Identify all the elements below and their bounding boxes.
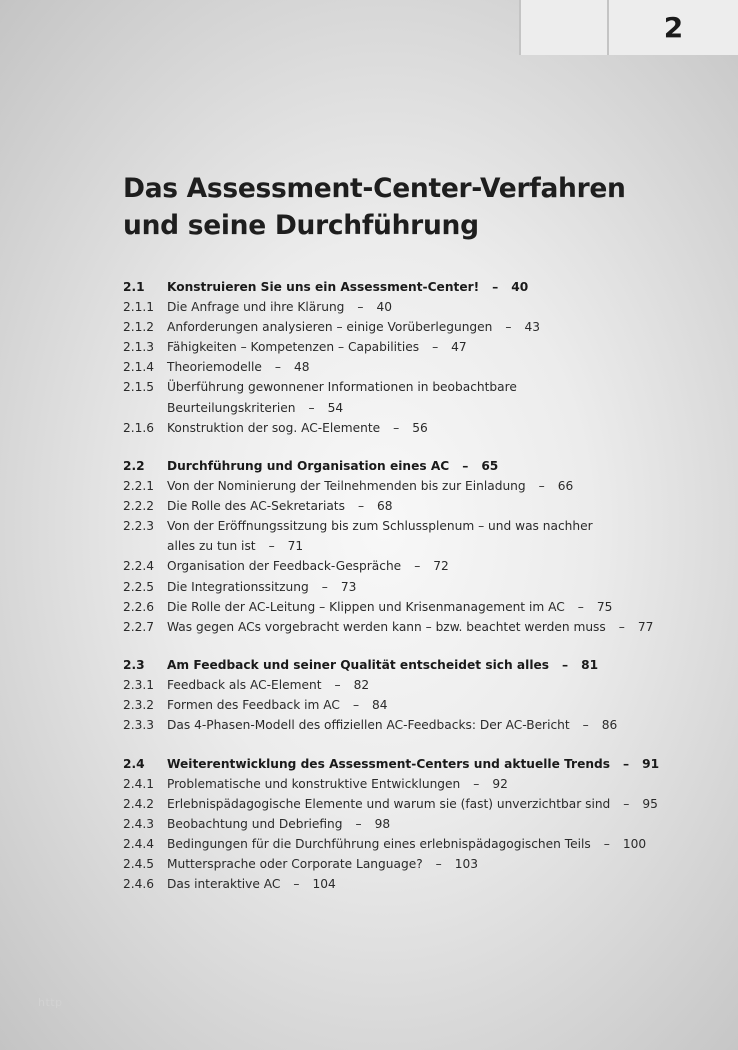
entry-title: Von der Eröffnungssitzung bis zum Schlussplenum – und was nachher xyxy=(167,519,593,534)
section-number: 2.4 xyxy=(123,756,145,771)
entry-page: – 104 xyxy=(293,874,335,894)
toc-entry[interactable] xyxy=(123,814,723,834)
entry-page: – 66 xyxy=(539,476,574,496)
entry-page: – 71 xyxy=(269,536,304,556)
entry-number: 2.4.6 xyxy=(123,877,155,892)
entry-title: Die Rolle des AC-Sekretariats xyxy=(167,499,345,514)
toc-section-2.2 xyxy=(123,456,723,637)
section-number: 2.2 xyxy=(123,458,145,473)
toc-section-2.1 xyxy=(123,277,723,438)
chapter-title-line-1: Das Assessment-Center-Verfahren xyxy=(123,173,626,204)
toc-entry[interactable] xyxy=(123,617,723,637)
watermark: http xyxy=(38,996,63,1009)
entry-title: Überführung gewonnener Informationen in beobachtbare xyxy=(167,380,517,395)
chapter-tabs xyxy=(519,0,738,55)
entry-page: – 68 xyxy=(358,496,393,516)
entry-title: Konstruktion der sog. AC-Elemente xyxy=(167,420,381,435)
entry-page: – 72 xyxy=(414,556,449,576)
chapter-title-line-2: und seine Durchführung xyxy=(123,210,479,241)
entry-page: – 77 xyxy=(619,617,654,637)
entry-title: Was gegen ACs vorgebracht werden kann – bzw. beachtet werden muss xyxy=(167,619,606,634)
entry-title: Muttersprache oder Corporate Language? xyxy=(167,857,423,871)
toc-entry[interactable] xyxy=(123,297,723,317)
toc-entry[interactable] xyxy=(123,377,723,417)
entry-page: – 98 xyxy=(356,814,391,834)
entry-page: – 92 xyxy=(473,774,508,794)
toc-entry[interactable] xyxy=(123,854,723,874)
entry-title: Beobachtung und Debriefing xyxy=(167,816,343,831)
section-title: Durchführung und Organisation eines AC xyxy=(167,458,450,473)
entry-page: – 48 xyxy=(275,357,310,377)
blank-tab xyxy=(519,0,607,55)
entry-number: 2.4.2 xyxy=(123,796,155,811)
section-page: – 81 xyxy=(562,655,598,675)
entry-number: 2.3.2 xyxy=(123,698,155,713)
toc-entry[interactable] xyxy=(123,597,723,617)
entry-title: Organisation der Feedback-Gespräche xyxy=(167,559,402,574)
entry-page: – 47 xyxy=(432,337,467,357)
toc-entry[interactable] xyxy=(123,695,723,715)
entry-page: – 103 xyxy=(436,854,478,874)
toc-entry[interactable] xyxy=(123,418,723,438)
toc-section-2.3 xyxy=(123,655,723,735)
entry-number: 2.1.1 xyxy=(123,300,155,315)
entry-page: – 82 xyxy=(334,675,369,695)
section-title: Weiterentwicklung des Assessment-Centers und aktuelle Trends xyxy=(167,756,610,771)
entry-title-continued: Beurteilungskriterien xyxy=(167,400,296,415)
section-page: – 65 xyxy=(462,456,498,476)
entry-number: 2.4.4 xyxy=(123,836,155,851)
entry-number: 2.2.2 xyxy=(123,499,155,514)
entry-number: 2.1.3 xyxy=(123,340,155,355)
entry-title: Das 4-Phasen-Modell des offiziellen AC-Feedbacks: Der AC-Bericht xyxy=(167,718,570,733)
entry-number: 2.2.5 xyxy=(123,579,155,594)
toc-entry[interactable] xyxy=(123,496,723,516)
toc-section-heading[interactable] xyxy=(123,754,723,774)
toc-entry[interactable] xyxy=(123,715,723,735)
entry-page: – 100 xyxy=(604,834,646,854)
entry-title: Feedback als AC-Element xyxy=(167,678,322,693)
entry-number: 2.1.2 xyxy=(123,320,155,335)
entry-number: 2.2.1 xyxy=(123,479,155,494)
toc-entry[interactable] xyxy=(123,516,723,556)
toc-entry[interactable] xyxy=(123,556,723,576)
entry-page: – 40 xyxy=(357,297,392,317)
table-of-contents xyxy=(123,277,723,912)
toc-section-heading[interactable] xyxy=(123,655,723,675)
entry-page: – 84 xyxy=(353,695,388,715)
entry-title: Bedingungen für die Durchführung eines erlebnispädagogischen Teils xyxy=(167,836,591,851)
toc-entry[interactable] xyxy=(123,357,723,377)
entry-number: 2.2.7 xyxy=(123,619,155,634)
entry-title: Die Integrationssitzung xyxy=(167,579,309,594)
entry-title: Erlebnispädagogische Elemente und warum sie (fast) unverzichtbar sind xyxy=(167,796,611,811)
entry-number: 2.1.4 xyxy=(123,360,155,375)
toc-entry[interactable] xyxy=(123,834,723,854)
chapter-number: 2 xyxy=(607,0,738,55)
toc-section-heading[interactable] xyxy=(123,456,723,476)
toc-entry[interactable] xyxy=(123,874,723,894)
entry-title: Die Anfrage und ihre Klärung xyxy=(167,300,345,315)
entry-number: 2.1.6 xyxy=(123,420,155,435)
entry-title: Von der Nominierung der Teilnehmenden bis zur Einladung xyxy=(167,479,526,494)
section-title: Konstruieren Sie uns ein Assessment-Center! xyxy=(167,280,480,294)
entry-number: 2.3.3 xyxy=(123,718,155,733)
entry-number: 2.3.1 xyxy=(123,678,155,693)
section-title: Am Feedback und seiner Qualität entscheidet sich alles xyxy=(167,657,550,672)
entry-page: – 95 xyxy=(623,794,658,814)
entry-title: Anforderungen analysieren – einige Vorüberlegungen xyxy=(167,320,493,335)
entry-page: – 43 xyxy=(505,317,540,337)
entry-title: Theoriemodelle xyxy=(167,360,262,375)
entry-number: 2.2.3 xyxy=(123,519,155,534)
entry-page: – 54 xyxy=(309,398,344,418)
toc-entry[interactable] xyxy=(123,675,723,695)
toc-entry[interactable] xyxy=(123,476,723,496)
section-page: – 91 xyxy=(623,754,659,774)
entry-page: – 56 xyxy=(393,418,428,438)
entry-title: Formen des Feedback im AC xyxy=(167,698,340,713)
entry-number: 2.4.5 xyxy=(123,857,155,871)
toc-section-2.4 xyxy=(123,754,723,895)
entry-title-continued: alles zu tun ist xyxy=(167,539,256,554)
entry-number: 2.4.1 xyxy=(123,776,155,791)
entry-title: Das interaktive AC xyxy=(167,877,281,892)
entry-number: 2.2.6 xyxy=(123,599,155,614)
toc-section-heading[interactable] xyxy=(123,277,723,297)
section-page: – 40 xyxy=(492,277,528,297)
entry-number: 2.4.3 xyxy=(123,816,155,831)
section-number: 2.1 xyxy=(123,280,145,294)
entry-number: 2.1.5 xyxy=(123,380,155,395)
entry-page: – 75 xyxy=(578,597,613,617)
entry-page: – 73 xyxy=(322,577,357,597)
toc-entry[interactable] xyxy=(123,774,723,794)
section-number: 2.3 xyxy=(123,657,145,672)
entry-title: Problematische und konstruktive Entwicklungen xyxy=(167,776,461,791)
toc-entry[interactable] xyxy=(123,317,723,337)
entry-title: Die Rolle der AC-Leitung – Klippen und Krisenmanagement im AC xyxy=(167,599,565,614)
toc-entry[interactable] xyxy=(123,337,723,357)
toc-entry[interactable] xyxy=(123,794,723,814)
entry-title: Fähigkeiten – Kompetenzen – Capabilities xyxy=(167,340,420,355)
entry-page: – 86 xyxy=(583,715,618,735)
entry-number: 2.2.4 xyxy=(123,559,155,574)
chapter-title xyxy=(123,170,626,244)
toc-entry[interactable] xyxy=(123,577,723,597)
